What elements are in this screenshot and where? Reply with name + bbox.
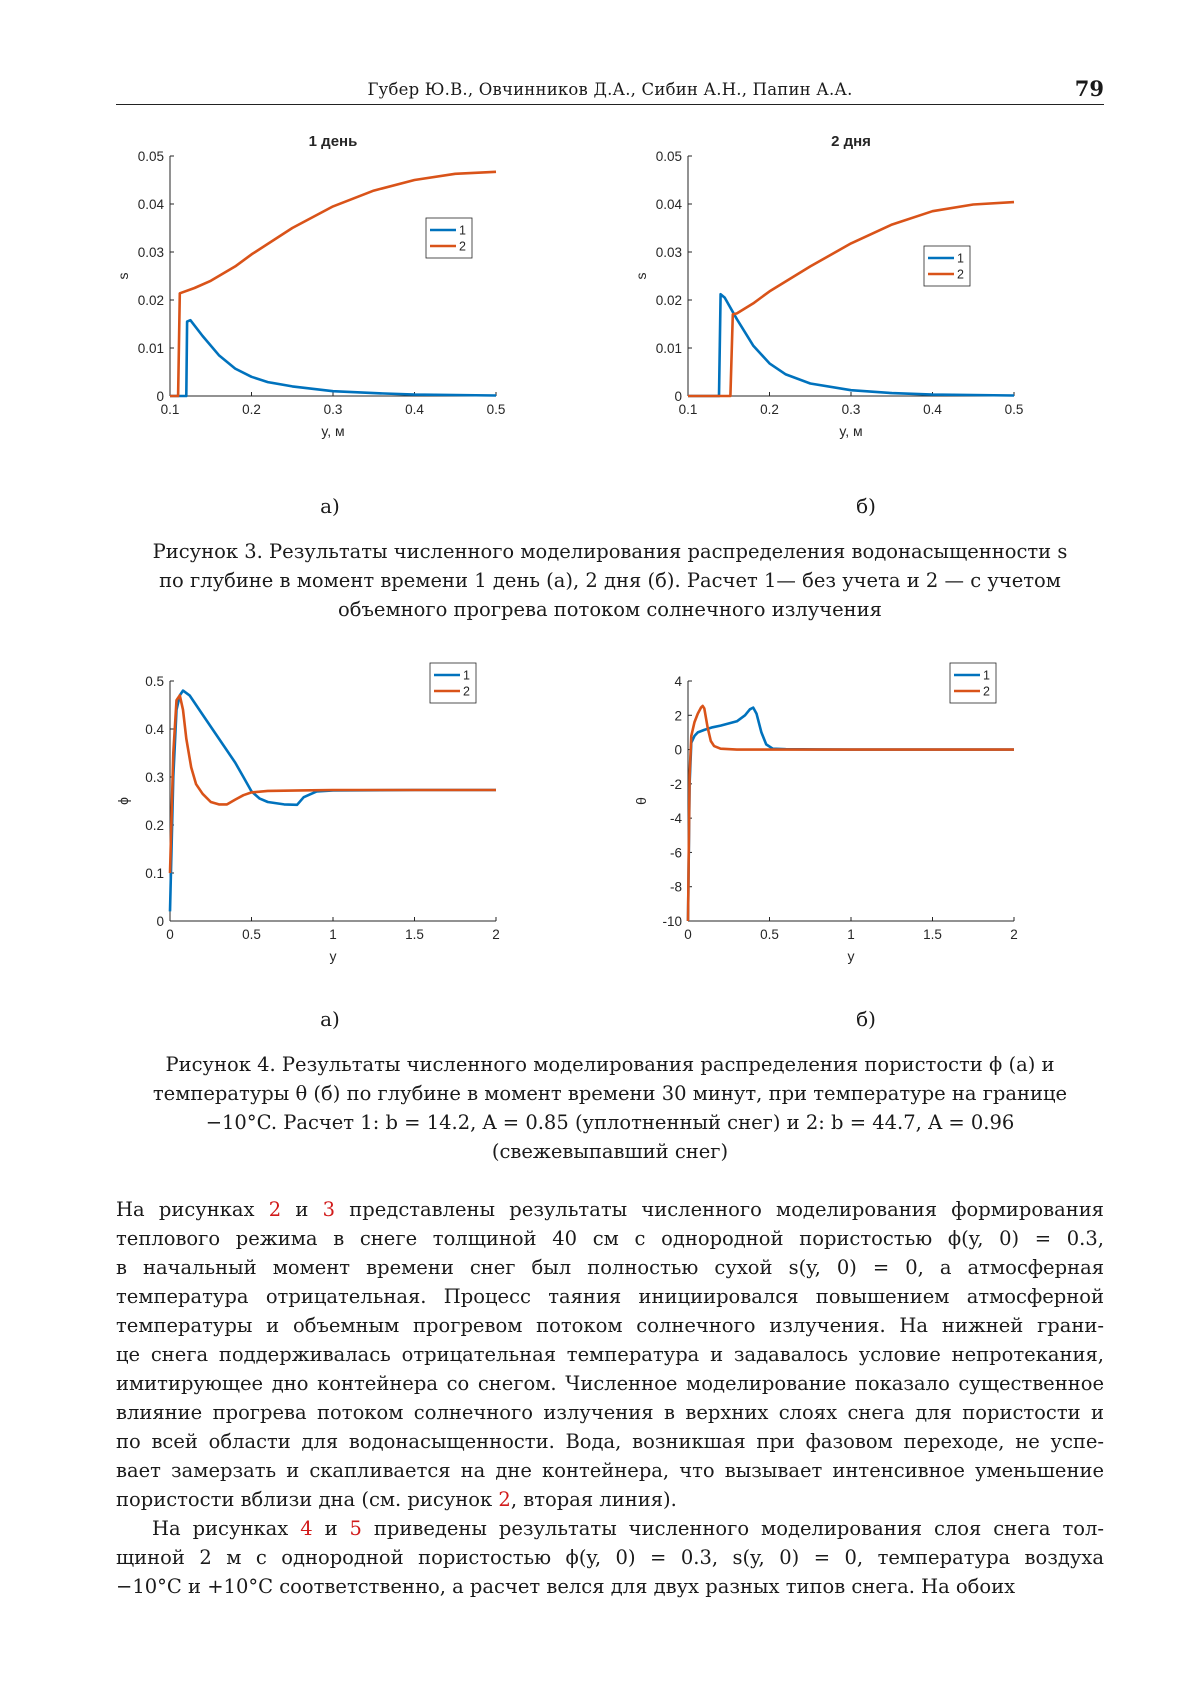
- body-line: вает замерзать и скапливается на дне контейнера, что вызывает интенсивное уменьшение: [116, 1459, 1104, 1482]
- y-tick-label: 0: [674, 742, 682, 758]
- x-tick-label: 0.4: [405, 402, 424, 417]
- legend-label-2: 2: [459, 239, 466, 254]
- y-tick-label: 0.04: [655, 197, 682, 212]
- x-tick-label: 0.1: [678, 402, 698, 417]
- figure3a-sublabel: а): [320, 494, 340, 518]
- y-tick-label: -4: [669, 811, 682, 827]
- caption-line: −10°C. Расчет 1: b = 14.2, A = 0.85 (уплотненный снег) и 2: b = 44.7, A = 0.96: [205, 1111, 1015, 1134]
- series-1-line: [170, 320, 496, 396]
- figure4b-sublabel: б): [856, 1007, 876, 1031]
- series-2-line: [170, 695, 496, 873]
- y-tick-label: -8: [669, 879, 682, 895]
- figure4b-chart: [628, 655, 1058, 1015]
- x-tick-label: 0.5: [242, 927, 261, 942]
- y-tick-label: 0.3: [145, 770, 164, 785]
- y-tick-label: -10: [662, 914, 682, 929]
- header-authors: Губер Ю.В., Овчинников Д.А., Сибин А.Н., Папин А.А.: [367, 80, 853, 99]
- y-axis-label: ϕ: [115, 797, 131, 805]
- body-line: це снега поддерживалась отрицательная температура и задавалось условие непротекания,: [116, 1343, 1104, 1366]
- legend-label-1: 1: [459, 223, 466, 238]
- x-axis-label: y: [329, 948, 337, 964]
- y-tick-label: 4: [674, 674, 682, 689]
- page-number: 79: [1074, 76, 1104, 101]
- chart-title: 2 дня: [831, 133, 871, 150]
- x-tick-label: 0.2: [760, 402, 779, 417]
- series-1-line: [688, 294, 1014, 396]
- x-tick-label: 0: [684, 927, 692, 942]
- x-axis-label: y, м: [321, 423, 345, 439]
- figure3-caption: [116, 537, 1104, 624]
- caption-line: температуры θ (б) по глубине в момент времени 30 минут, при температуре на границе: [152, 1082, 1068, 1105]
- y-tick-label: 2: [674, 708, 682, 724]
- body-line: пористости вблизи дна (см. рисунок 2, вторая линия).: [116, 1488, 677, 1511]
- y-tick-label: 0.01: [655, 341, 682, 356]
- legend: [430, 663, 476, 703]
- body-line: имитирующее дно контейнера со снегом. Численное моделирование показало существенное: [116, 1372, 1104, 1395]
- y-tick-label: 0.03: [137, 245, 164, 260]
- y-tick-label: 0: [156, 389, 164, 404]
- figure-ref-link[interactable]: 5: [349, 1517, 362, 1540]
- body-line: по всей области для водонасыщенности. Вода, возникшая при фазовом переходе, не успе-: [116, 1430, 1104, 1453]
- caption-line: (свежевыпавший снег): [491, 1140, 729, 1163]
- x-tick-label: 2: [1010, 927, 1018, 942]
- y-tick-label: 0.01: [137, 341, 164, 356]
- y-tick-label: 0.02: [655, 293, 682, 308]
- x-tick-label: 0: [166, 927, 174, 942]
- y-tick-label: 0.02: [137, 293, 164, 308]
- x-tick-label: 1: [329, 927, 337, 942]
- x-tick-label: 1.5: [923, 927, 942, 942]
- legend: [924, 246, 970, 286]
- x-tick-label: 0.3: [323, 402, 343, 417]
- y-tick-label: 0: [674, 389, 682, 404]
- x-tick-label: 0.5: [486, 402, 506, 417]
- figure3b-chart: [628, 130, 1058, 490]
- x-tick-label: 1: [847, 927, 855, 942]
- legend: [950, 663, 996, 703]
- figure3a-chart: [110, 130, 540, 490]
- x-tick-label: 0.1: [160, 402, 180, 417]
- figure3b-sublabel: б): [856, 494, 876, 518]
- legend: [426, 218, 472, 258]
- legend-label-1: 1: [957, 251, 964, 266]
- caption-line: объемного прогрева потоком солнечного излучения: [338, 598, 882, 621]
- figure4a-sublabel: а): [320, 1007, 340, 1031]
- x-tick-label: 0.3: [841, 402, 861, 417]
- y-tick-label: 0.03: [655, 245, 682, 260]
- series-2-line: [688, 706, 1014, 921]
- figure-ref-link[interactable]: 2: [268, 1198, 282, 1221]
- y-tick-label: 0.2: [145, 818, 164, 833]
- y-tick-label: 0.4: [145, 722, 164, 737]
- y-tick-label: -6: [669, 845, 682, 861]
- figure4a-chart: [110, 655, 540, 1015]
- legend-label-2: 2: [463, 684, 470, 699]
- body-line: На рисунках 4 и 5 приведены результаты численного моделирования слоя снега тол-: [152, 1517, 1104, 1540]
- y-axis-label: s: [115, 272, 131, 280]
- x-axis-label: y: [847, 948, 855, 964]
- y-tick-label: 0.5: [145, 674, 164, 689]
- running-header: [116, 70, 1104, 105]
- figure-ref-link[interactable]: 4: [300, 1517, 313, 1540]
- caption-line: Рисунок 3. Результаты численного моделирования распределения водонасыщенности s: [152, 540, 1068, 563]
- x-axis-label: y, м: [839, 423, 863, 439]
- x-tick-label: 1.5: [405, 927, 424, 942]
- y-tick-label: 0: [156, 914, 164, 929]
- y-tick-label: 0.04: [137, 197, 164, 212]
- body-line: температуры и объемным прогревом потоком солнечного излучения. На нижней грани-: [116, 1314, 1104, 1337]
- series-2-line: [688, 202, 1014, 396]
- x-tick-label: 0.5: [1004, 402, 1024, 417]
- body-line: влияние прогрева потоком солнечного излучения в верхних слоях снега для пористости и: [116, 1401, 1104, 1424]
- legend-label-2: 2: [957, 267, 964, 282]
- x-tick-label: 0.2: [242, 402, 261, 417]
- y-tick-label: 0.05: [655, 149, 682, 164]
- caption-line: Рисунок 4. Результаты численного моделирования распределения пористости ϕ (а) и: [165, 1053, 1055, 1076]
- series-2-line: [170, 172, 496, 396]
- figure-ref-link[interactable]: 2: [498, 1488, 511, 1511]
- y-tick-label: 0.05: [137, 149, 164, 164]
- series-1-line: [170, 691, 496, 912]
- y-tick-label: 0.1: [145, 866, 164, 881]
- series-1-line: [688, 708, 1014, 921]
- legend-label-1: 1: [463, 668, 470, 683]
- body-line: в начальный момент времени снег был полностью сухой s(y, 0) = 0, а атмосферная: [116, 1256, 1104, 1279]
- x-tick-label: 2: [492, 927, 500, 942]
- chart-title: 1 день: [308, 133, 358, 150]
- legend-label-1: 1: [983, 668, 990, 683]
- body-text: [116, 1195, 1104, 1601]
- x-tick-label: 0.5: [760, 927, 779, 942]
- figure4-caption: [116, 1050, 1104, 1166]
- body-line: На рисунках 2 и 3 представлены результаты численного моделирования формирования: [116, 1198, 1104, 1221]
- figure-ref-link[interactable]: 3: [322, 1198, 336, 1221]
- legend-label-2: 2: [983, 684, 990, 699]
- body-line: теплового режима в снеге толщиной 40 см с однородной пористостью ϕ(y, 0) = 0.3,: [116, 1227, 1104, 1250]
- body-line: температура отрицательная. Процесс таяния инициировался повышением атмосферной: [116, 1285, 1104, 1308]
- body-line: щиной 2 м с однородной пористостью ϕ(y, 0) = 0.3, s(y, 0) = 0, температура воздуха: [116, 1546, 1104, 1569]
- y-axis-label: s: [633, 272, 649, 280]
- y-tick-label: -2: [669, 776, 682, 792]
- x-tick-label: 0.4: [923, 402, 942, 417]
- y-axis-label: θ: [633, 797, 649, 805]
- caption-line: по глубине в момент времени 1 день (а), 2 дня (б). Расчет 1— без учета и 2 — с учетом: [159, 569, 1061, 592]
- body-line: −10°C и +10°C соответственно, а расчет велся для двух разных типов снега. На обоих: [116, 1575, 1016, 1598]
